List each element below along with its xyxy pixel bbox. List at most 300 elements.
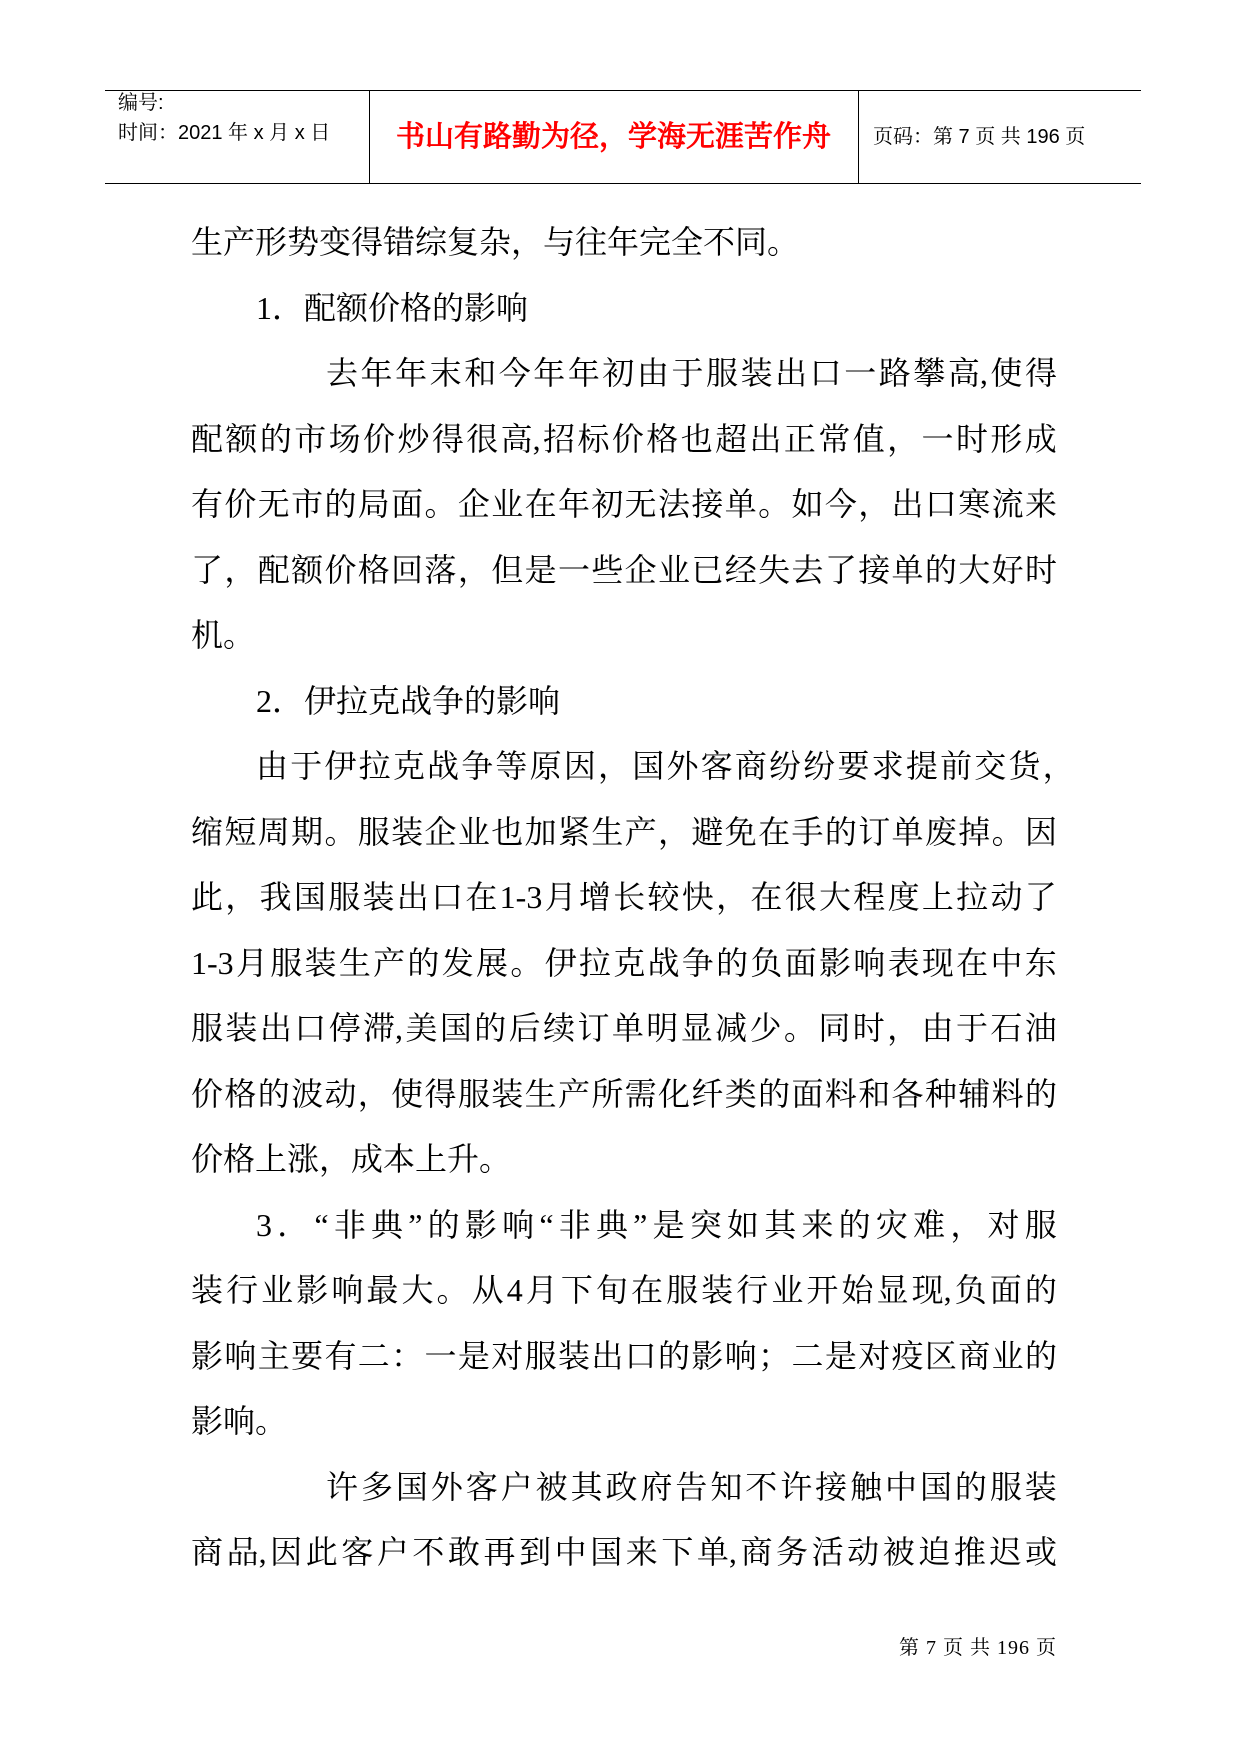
body-line: [191, 417, 1057, 461]
text-glyph: 影: [691, 1337, 724, 1374]
text-glyph: 动: [990, 879, 1023, 915]
text-glyph: 拉: [358, 748, 391, 784]
text-glyph: 服: [1024, 1206, 1057, 1243]
text-glyph: 敢: [447, 1534, 480, 1570]
text-glyph: 中: [990, 944, 1023, 981]
text-glyph: 得: [431, 420, 464, 457]
text-glyph: 单,: [696, 1534, 737, 1570]
text-glyph: 年: [567, 355, 600, 391]
text-glyph: 求: [871, 748, 904, 784]
text-glyph: 价: [324, 551, 357, 588]
text-glyph: 滞,: [363, 1010, 404, 1046]
text-glyph: 要: [837, 748, 870, 784]
text-glyph: 服: [706, 355, 739, 391]
text-glyph: 装: [191, 1272, 224, 1308]
text-glyph: 格: [224, 1075, 257, 1112]
text-glyph: 的: [838, 1206, 871, 1243]
text-glyph: 户: [376, 1534, 409, 1570]
text-glyph: ，: [858, 486, 891, 522]
text-glyph: 是: [524, 551, 557, 588]
text-glyph: 原: [529, 748, 562, 784]
body-line: 机。: [191, 617, 256, 653]
text-glyph: 中: [885, 1468, 918, 1505]
text-glyph: 生: [591, 813, 624, 850]
text-glyph: 影: [818, 944, 851, 981]
text-glyph: 口: [624, 1337, 657, 1374]
text-glyph: ；: [758, 1337, 791, 1374]
text-glyph: 商: [191, 1534, 224, 1570]
text-glyph: 装: [491, 1075, 524, 1112]
text-glyph: 行: [736, 1272, 769, 1308]
document-time-label: 时间：2021 年 x 月 x 日: [118, 122, 331, 144]
text-glyph: 今: [498, 355, 531, 391]
text-glyph: 失: [758, 551, 791, 588]
text-glyph: 发: [441, 944, 474, 981]
text-glyph: 或: [1024, 1534, 1057, 1570]
text-glyph: 装: [225, 1010, 258, 1046]
text-glyph: 。: [424, 486, 457, 522]
section-heading-3: [256, 1203, 1057, 1247]
text-glyph: 告: [675, 1468, 708, 1505]
text-glyph: 因: [1024, 813, 1057, 850]
text-glyph: 产: [557, 1075, 590, 1112]
text-glyph: 东: [1024, 944, 1057, 981]
text-glyph: 从: [471, 1272, 504, 1308]
text-glyph: 伊: [544, 944, 577, 981]
text-glyph: 面: [989, 1272, 1022, 1308]
text-glyph: 难: [913, 1206, 946, 1243]
text-glyph: 各: [891, 1075, 924, 1112]
text-glyph: 争: [681, 944, 714, 981]
text-glyph: 无: [257, 486, 290, 522]
text-glyph: 触: [850, 1468, 883, 1505]
text-glyph: 不: [745, 1468, 778, 1505]
text-glyph: 疫: [891, 1337, 924, 1374]
body-line: [191, 810, 1057, 854]
text-glyph: 国: [439, 1010, 472, 1046]
text-glyph: 面: [791, 1075, 824, 1112]
body-line: [326, 1465, 1057, 1509]
text-glyph: 末: [429, 355, 462, 391]
text-glyph: 产: [373, 944, 406, 981]
text-glyph: 了: [1024, 879, 1057, 915]
text-glyph: 显: [876, 1272, 909, 1308]
text-glyph: ，: [658, 813, 691, 850]
text-glyph: 展: [476, 944, 509, 981]
text-glyph: 得: [1024, 355, 1057, 391]
text-glyph: 市: [294, 420, 327, 457]
section-heading-1: 1．配额价格的影响: [256, 289, 529, 326]
text-glyph: 知: [710, 1468, 743, 1505]
text-glyph: 影: [191, 1337, 224, 1374]
text-glyph: 业: [491, 486, 524, 522]
text-glyph: 1-3: [499, 879, 543, 915]
text-glyph: 于: [955, 1010, 988, 1046]
text-glyph: 服: [524, 1337, 557, 1374]
text-glyph: 辅: [958, 1075, 991, 1112]
text-glyph: 和: [464, 355, 497, 391]
text-glyph: 在: [631, 1272, 664, 1308]
text-glyph: 因: [270, 1534, 303, 1570]
text-glyph: 是: [652, 1206, 685, 1243]
header-page-info: 页码：第 7 页 共 196 页: [873, 126, 1086, 148]
text-glyph: 许: [326, 1468, 359, 1505]
text-glyph: 寒: [958, 486, 991, 522]
text-glyph: 如: [727, 1206, 760, 1243]
text-glyph: 料: [991, 1075, 1024, 1112]
text-glyph: 影: [296, 1272, 329, 1308]
text-glyph: 业: [261, 1272, 294, 1308]
text-glyph: 炒: [397, 420, 430, 457]
text-glyph: 也: [680, 420, 713, 457]
text-glyph: 旬: [595, 1272, 628, 1308]
text-glyph: 装: [391, 813, 424, 850]
text-glyph: 生: [524, 1075, 557, 1112]
text-glyph: 避: [691, 813, 724, 850]
text-glyph: 一: [424, 1337, 457, 1374]
text-glyph: 下: [661, 1534, 694, 1570]
text-glyph: 二: [357, 1337, 390, 1374]
text-glyph: 行: [226, 1272, 259, 1308]
text-glyph: 。: [510, 944, 543, 981]
text-glyph: 口: [294, 1010, 327, 1046]
text-glyph: 在: [524, 486, 557, 522]
text-glyph: 攀: [913, 355, 946, 391]
text-glyph: 大: [818, 879, 851, 915]
text-glyph: 被: [882, 1534, 915, 1570]
body-line: [191, 1530, 1057, 1574]
text-glyph: 但: [491, 551, 524, 588]
text-glyph: 生: [338, 944, 371, 981]
text-glyph: 国: [395, 1468, 428, 1505]
text-glyph: 额: [291, 551, 324, 588]
text-glyph: 突: [689, 1206, 722, 1243]
text-glyph: 配: [257, 551, 290, 588]
text-glyph: 出: [749, 420, 782, 457]
text-glyph: 最: [366, 1272, 399, 1308]
text-glyph: 商: [734, 748, 767, 784]
text-glyph: 需: [624, 1075, 657, 1112]
text-glyph: 克: [392, 748, 425, 784]
body-line: 价格上涨，成本上升。: [191, 1141, 512, 1177]
text-glyph: 服: [270, 944, 303, 981]
text-glyph: 是: [457, 1337, 490, 1374]
text-glyph: 明: [646, 1010, 679, 1046]
text-glyph: 府: [640, 1468, 673, 1505]
text-glyph: 单: [891, 813, 924, 850]
text-glyph: 战: [647, 944, 680, 981]
text-glyph: 快: [681, 879, 714, 915]
text-glyph: 的: [324, 486, 357, 522]
text-glyph: 的: [1024, 1075, 1057, 1112]
text-glyph: 招: [543, 420, 576, 457]
text-glyph: 有: [191, 486, 224, 522]
text-glyph: 现: [921, 944, 954, 981]
text-glyph: 始: [841, 1272, 874, 1308]
text-glyph: 经: [724, 551, 757, 588]
text-glyph: 户: [500, 1468, 533, 1505]
text-glyph: 业: [771, 1272, 804, 1308]
text-glyph: 路: [878, 355, 911, 391]
text-glyph: 正: [783, 420, 816, 457]
body-line: [191, 1006, 1057, 1050]
body-line: [191, 482, 1057, 526]
text-glyph: 初: [591, 486, 624, 522]
text-glyph: 的: [1024, 1272, 1057, 1308]
text-glyph: 面: [391, 486, 424, 522]
text-glyph: 值: [852, 420, 885, 457]
text-glyph: 出: [396, 879, 429, 915]
text-glyph: 的: [427, 1206, 460, 1243]
text-glyph: 在: [956, 944, 989, 981]
text-glyph: ，: [357, 1075, 390, 1112]
text-glyph: 务: [776, 1534, 809, 1570]
text-glyph: 月: [235, 944, 268, 981]
text-glyph: 战: [427, 748, 460, 784]
document-number-label: 编号:: [118, 92, 164, 114]
text-glyph: 于: [290, 748, 323, 784]
text-glyph: 。: [324, 813, 357, 850]
text-glyph: 出: [259, 1010, 292, 1046]
text-glyph: 面: [784, 944, 817, 981]
text-glyph: 的: [824, 813, 857, 850]
text-glyph: 商: [958, 1337, 991, 1374]
text-glyph: 类: [724, 1075, 757, 1112]
text-glyph: 响: [331, 1272, 364, 1308]
text-glyph: 装: [557, 1337, 590, 1374]
body-line: [191, 548, 1057, 592]
text-glyph: 3: [256, 1206, 272, 1243]
text-glyph: 手: [791, 813, 824, 850]
body-line: 生产形势变得错综复杂，与往年完全不同。: [191, 224, 800, 260]
body-line: [191, 1268, 1057, 1312]
text-glyph: 伊: [324, 748, 357, 784]
text-glyph: 于: [671, 355, 704, 391]
text-glyph: 主: [257, 1337, 290, 1374]
text-glyph: ”: [633, 1206, 648, 1243]
text-glyph: ”: [408, 1206, 423, 1243]
text-glyph: 服: [989, 1468, 1022, 1505]
text-glyph: 高,: [947, 355, 988, 391]
text-glyph: 在: [465, 879, 498, 915]
text-glyph: 价: [363, 420, 396, 457]
text-glyph: 出: [891, 486, 924, 522]
text-glyph: 的: [257, 1075, 290, 1112]
text-glyph: 活: [811, 1534, 844, 1570]
text-glyph: 响: [224, 1337, 257, 1374]
text-glyph: 订: [858, 813, 891, 850]
text-glyph: 种: [924, 1075, 957, 1112]
body-line: [191, 1334, 1057, 1378]
text-glyph: 等: [495, 748, 528, 784]
text-glyph: 因: [563, 748, 596, 784]
text-glyph: 月: [544, 879, 577, 915]
body-line: [256, 744, 1075, 788]
text-glyph: 服: [328, 879, 361, 915]
text-glyph: 对: [858, 1337, 891, 1374]
text-glyph: 回: [391, 551, 424, 588]
text-glyph: 期: [291, 813, 324, 850]
text-glyph: 增: [578, 879, 611, 915]
text-glyph: 由: [636, 355, 669, 391]
text-glyph: 接: [691, 486, 724, 522]
text-glyph: 单: [724, 486, 757, 522]
text-glyph: 品,: [226, 1534, 267, 1570]
text-glyph: 单: [891, 551, 924, 588]
text-glyph: 续: [543, 1010, 576, 1046]
text-glyph: 了: [824, 551, 857, 588]
text-glyph: 停: [328, 1010, 361, 1046]
text-glyph: 响: [853, 944, 886, 981]
text-glyph: 企: [424, 813, 457, 850]
text-glyph: 无: [624, 486, 657, 522]
text-glyph: 拉: [956, 879, 989, 915]
text-glyph: 已: [691, 551, 724, 588]
text-glyph: 使: [990, 355, 1023, 391]
text-glyph: 波: [291, 1075, 324, 1112]
text-glyph: 1-3: [191, 944, 234, 981]
text-glyph: 商: [740, 1534, 773, 1570]
text-glyph: 是: [824, 1337, 857, 1374]
text-glyph: 如: [791, 486, 824, 522]
text-glyph: 再: [483, 1534, 516, 1570]
text-glyph: 年: [360, 355, 393, 391]
text-glyph: 较: [647, 879, 680, 915]
text-glyph: 政: [605, 1468, 638, 1505]
text-glyph: 和: [858, 1075, 891, 1112]
text-glyph: 得: [424, 1075, 457, 1112]
text-glyph: 好: [991, 551, 1024, 588]
text-glyph: 短: [224, 813, 257, 850]
text-glyph: 不: [412, 1534, 445, 1570]
text-glyph: 国: [919, 1468, 952, 1505]
text-glyph: 来: [801, 1206, 834, 1243]
text-glyph: ，: [887, 1010, 920, 1046]
text-glyph: 时: [852, 1010, 885, 1046]
text-glyph: 装: [304, 944, 337, 981]
text-glyph: 交: [974, 748, 1007, 784]
text-glyph: 装: [1024, 1468, 1057, 1505]
text-glyph: 迟: [989, 1534, 1022, 1570]
header-bottom-rule: [105, 183, 1141, 184]
text-glyph: 大: [958, 551, 991, 588]
text-glyph: 化: [658, 1075, 691, 1112]
text-glyph: ，: [457, 551, 490, 588]
text-glyph: 拉: [578, 944, 611, 981]
text-glyph: 外: [430, 1468, 463, 1505]
text-glyph: 上: [921, 879, 954, 915]
body-line: [191, 1072, 1057, 1116]
text-glyph: 纷: [769, 748, 802, 784]
header-divider-right: [858, 90, 859, 184]
text-glyph: 很: [784, 879, 817, 915]
text-glyph: 单: [611, 1010, 644, 1046]
text-glyph: 装: [701, 1272, 734, 1308]
text-glyph: 服: [191, 1010, 224, 1046]
text-glyph: 的: [954, 1468, 987, 1505]
text-glyph: ．: [277, 1206, 310, 1243]
text-glyph: 服: [457, 1075, 490, 1112]
text-glyph: 的: [716, 944, 749, 981]
text-glyph: 在: [750, 879, 783, 915]
text-glyph: 的: [1024, 1337, 1057, 1374]
text-glyph: 流: [991, 486, 1024, 522]
text-glyph: 国: [293, 879, 326, 915]
text-glyph: 迫: [918, 1534, 951, 1570]
text-glyph: 对: [491, 1337, 524, 1374]
text-glyph: 年: [533, 355, 566, 391]
text-glyph: 格: [357, 551, 390, 588]
text-glyph: 同: [818, 1010, 851, 1046]
text-glyph: 年: [557, 486, 590, 522]
text-glyph: 前: [940, 748, 973, 784]
text-glyph: 场: [328, 420, 361, 457]
text-glyph: 在: [758, 813, 791, 850]
text-glyph: 多: [360, 1468, 393, 1505]
text-glyph: 货: [1008, 748, 1041, 784]
text-glyph: 的: [924, 551, 957, 588]
text-glyph: 由: [921, 1010, 954, 1046]
text-glyph: 响: [724, 1337, 757, 1374]
text-glyph: 免: [724, 813, 757, 850]
text-glyph: 时: [1024, 551, 1057, 588]
body-line: [326, 351, 1057, 395]
text-glyph: ，: [716, 879, 749, 915]
text-glyph: 口: [924, 486, 957, 522]
text-glyph: 标: [577, 420, 610, 457]
text-glyph: ：: [391, 1337, 424, 1374]
text-glyph: 少: [749, 1010, 782, 1046]
text-glyph: 高,: [500, 420, 541, 457]
text-glyph: ，: [598, 748, 631, 784]
text-glyph: 许: [780, 1468, 813, 1505]
text-glyph: 影: [464, 1206, 497, 1243]
text-glyph: 有: [324, 1337, 357, 1374]
text-glyph: 典: [371, 1206, 404, 1243]
text-glyph: 负: [954, 1272, 987, 1308]
text-glyph: 一: [557, 551, 590, 588]
text-glyph: 国: [590, 1534, 623, 1570]
text-glyph: 的: [259, 420, 292, 457]
text-glyph: 缩: [191, 813, 224, 850]
text-glyph: 石: [990, 1010, 1023, 1046]
text-glyph: 些: [591, 551, 624, 588]
text-glyph: 的: [407, 944, 440, 981]
text-glyph: 纤: [691, 1075, 724, 1112]
text-glyph: 口: [809, 355, 842, 391]
text-glyph: 今: [824, 486, 857, 522]
text-glyph: 额: [225, 420, 258, 457]
text-glyph: “: [314, 1206, 329, 1243]
text-glyph: 产: [624, 813, 657, 850]
text-glyph: ，: [1042, 748, 1075, 784]
text-glyph: 开: [806, 1272, 839, 1308]
page-footer-number: 第 7 页 共 196 页: [899, 1637, 1057, 1659]
text-glyph: 使: [391, 1075, 424, 1112]
text-glyph: 二: [791, 1337, 824, 1374]
text-glyph: 要: [291, 1337, 324, 1374]
text-glyph: 程: [853, 879, 886, 915]
text-glyph: 企: [624, 551, 657, 588]
text-glyph: 加: [524, 813, 557, 850]
text-glyph: 配: [191, 420, 224, 457]
text-glyph: 废: [924, 813, 957, 850]
text-glyph: 了: [191, 551, 224, 588]
text-glyph: 灾: [875, 1206, 908, 1243]
text-glyph: 装: [740, 355, 773, 391]
text-glyph: 。: [783, 1010, 816, 1046]
text-glyph: 。: [991, 813, 1024, 850]
